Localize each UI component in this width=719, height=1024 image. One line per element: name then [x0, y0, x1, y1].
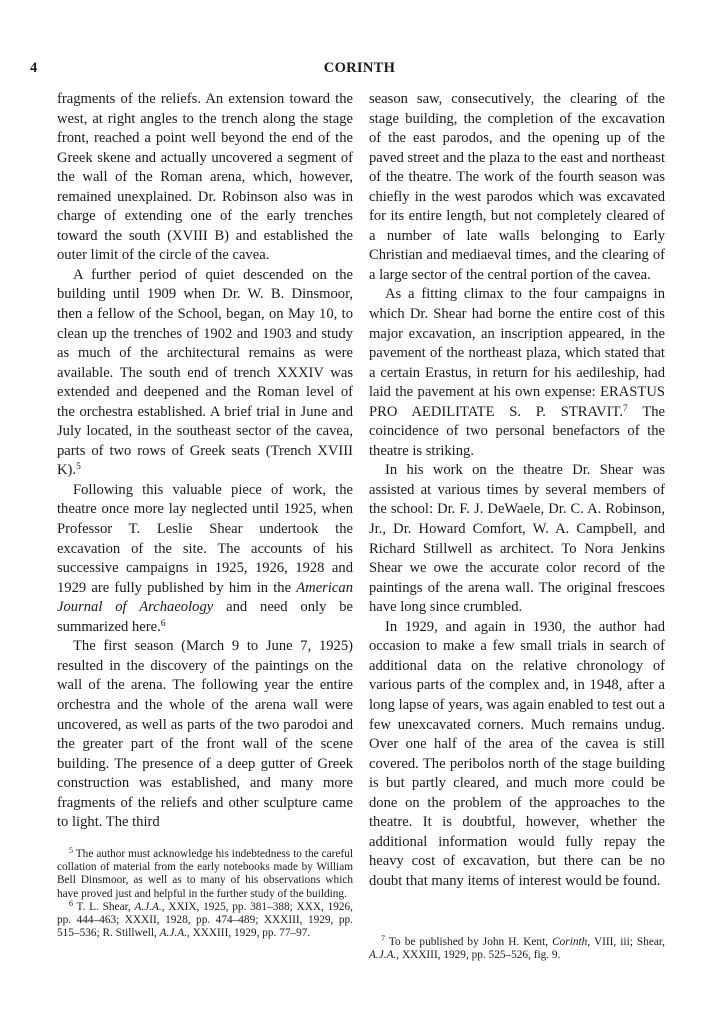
left-column	[57, 90, 353, 833]
footnote: $^5$ The author must acknowledge his indebtedness to the careful collation of material from the early notebooks made by William Bell Dinsmoor, as well as to many of his observations which have proved just and helpful in the further study of the building.	[57, 846, 354, 900]
paragraph: season saw, consecutively, the clearing of the stage building, the completion of the excavation of the east parodos, and the opening up of the paved street and the plaza to the east and northeast of the theatre. The work of the fourth season was chiefly in the west parodos which was excavated for its entire length, but not completely cleared of a number of late walls belonging to Early Christian and mediaeval times, and the clearing of a large sector of the central portion of the cavea.	[369, 91, 665, 283]
running-title: CORINTH	[323, 60, 396, 76]
paragraph: The first season (March 9 to June 7, 1925) resulted in the discovery of the paintings on the wall of the arena. The following year the entire orchestra and the whole of the arena wall were uncovered, as well as parts of the two parodoi and the greater part of the front wall of the scene building. The presence of a deep gutter of Greek construction was established, and many more fragments of the reliefs and other sculpture came to light. The third	[57, 638, 353, 831]
journal-title: American Journal of Archaeology	[57, 579, 353, 616]
footnote: $^6$ T. L. Shear, A.J.A., XXIX, 1925, pp. 381–388; XXX, 1926, pp. 444–463; XXXII, 1928, pp. 474–489; XXXIII, 1929, pp. 515–536; R. Stillwell, A.J.A., XXXIII, 1929, pp. 77–97.	[57, 898, 354, 940]
right-column	[369, 90, 665, 891]
paragraph: In 1929, and again in 1930, the author had occasion to make a few small trials in search of additional data on the relative chronology of various parts of the complex and, in 1948, after a long lapse of years, was again enabled to test out a few unexcavated corners. Much remains undug. Over one half of the area of the cavea is still covered. The peribolos north of the stage building is but partly cleared, and much more could be done on the problem of the approaches to the theatre. It is doubtful, however, whether the additional information would fully repay the heavy cost of excavation, but there can be no doubt that many items of interest would be found.	[369, 618, 665, 889]
footnote-ref[interactable]: 6	[160, 618, 166, 629]
footnote-ref[interactable]: 5	[76, 462, 81, 473]
page-number: 4	[30, 60, 38, 76]
paragraph: As a fitting climax to the four campaigns in which Dr. Shear had borne the entire cost of this major excavation, an inscription appeared, in the pavement of the northeast plaza, which stated that a certain Erastus, in return for his aedileship, had laid the pavement at his own expense: ERASTUS PRO AEDILITATE S. P. STRAVIT.$^7$ The coincidence of two personal benefactors of the theatre is striking.	[369, 286, 666, 459]
footnotes-left	[57, 848, 353, 940]
footnote-ref[interactable]: 7	[623, 403, 628, 414]
paragraph: A further period of quiet descended on the building until 1909 when Dr. W. B. Dinsmoor, then a fellow of the School, began, on May 10, to clean up the trenches of 1902 and 1903 and study as much of the architectural remains as were available. The south end of trench XXXIV was extended and deepened and the Roman level of the orchestra established. A brief trial in June and July located, in the southeast sector of the cavea, parts of two rows of Greek seats (Trench XVIII K).$^5$	[57, 266, 353, 479]
footnote: $^7$ To be published by John H. Kent, Corinth, VIII, iii; Shear, A.J.A., XXXIII, 1929, pp. 525–526, fig. 9.	[369, 934, 666, 962]
page-header	[28, 60, 691, 82]
paragraph: Following this valuable piece of work, the theatre once more lay neglected until 1925, when Professor T. Leslie Shear undertook the excavation of the site. The accounts of his successive campaigns in 1925, 1926, 1928 and 1929 are fully published by him in the American Journal of Archaeology and need only be summarized here.$^6$	[57, 481, 354, 635]
paragraph: fragments of the reliefs. An extension toward the west, at right angles to the trench along the stage front, reached a point well beyond the end of the Greek skene and actually uncovered a segment of the wall of the Roman arena, which, however, remained unexplained. Dr. Robinson also was in charge of extending one of the early trenches toward the south (XVIII B) and established the outer limit of the circle of the cavea.	[57, 91, 353, 264]
paragraph: In his work on the theatre Dr. Shear was assisted at various times by several members of the school: Dr. F. J. DeWaele, Dr. C. A. Robinson, Jr., Dr. Howard Comfort, W. A. Campbell, and Richard Stillwell as architect. To Nora Jenkins Shear we owe the accurate color record of the paintings of the arena wall. The original frescoes have long since crumbled.	[369, 462, 665, 616]
footnotes-right	[369, 936, 665, 962]
